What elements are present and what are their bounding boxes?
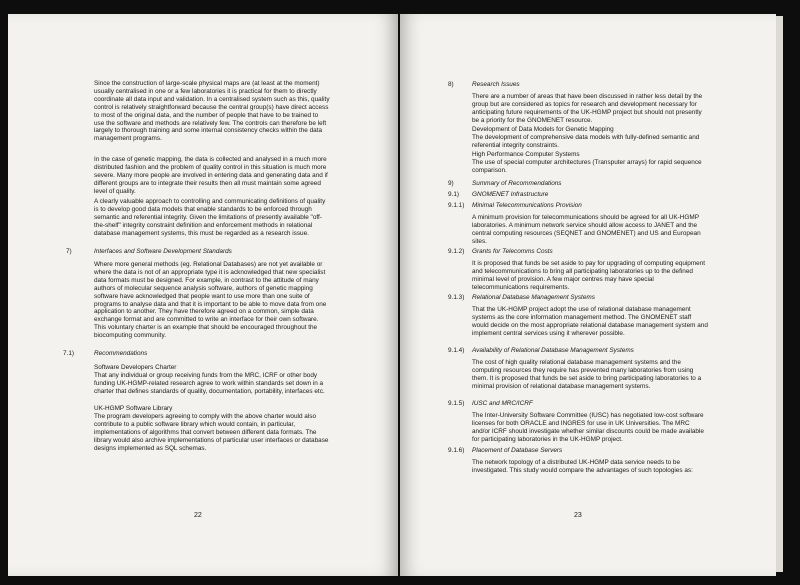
data-models-title: Development of Data Models for Genetic Mapping	[472, 126, 614, 133]
section-9-1-5-number: 9.1.5)	[448, 400, 465, 407]
section-9-1-2-number: 9.1.2)	[448, 248, 465, 255]
section-9-1-6-body: The network topology of a distributed UK-HGMP data service needs to be investigated. This study would compare the advantages of such topologies as:	[472, 459, 693, 474]
section-9-1-2-body: It is proposed that funds be set aside to pay for upgrading of computing equipment and telecommunications to bring all participating laboratories up to the defined minimal level of provision. A few major centres may have special telecommunications requirements.	[472, 260, 706, 291]
section-9-1-2-heading: Grants for Telecomms Costs	[472, 248, 553, 255]
section-7-body: Where more general methods (eg. Relational Databases) are not yet available or where the data is not of an appropriate type it is acknowledged that new specialist data formats must be designed. For example, in contrast to the attitude of many authors of molecular sequence analysis software, authors of genetic mapping software have acknowledged that people want to use more than one suite of programs to analyse data and that it is important to be able to move data from one application to another. They have therefore agreed on a common, simple data exchange format and are committed to write an interface for their own software. This voluntary charter is an example that should be encouraged throughout the biocomputing community.	[94, 261, 327, 340]
section-7-1-number: 7.1)	[63, 350, 75, 357]
section-9-1-4-heading: Availability of Relational Database Management Systems	[472, 347, 634, 354]
section-9-1-6-heading: Placement of Database Servers	[472, 447, 563, 454]
section-9-1-5-heading: IUSC and MRC/ICRF	[472, 400, 533, 407]
section-9-1-1-heading: Minimal Telecommunications Provision	[472, 202, 582, 209]
left-paragraph-2: In the case of genetic mapping, the data is collected and analysed in a much more distributed fashion and the problem of quality control in this situation is much more severe. Many more people are involved in entering data and generating data and if different groups are to integrate their results then all must maintain some agreed level of quality.	[94, 156, 328, 195]
section-9-heading: Summary of Recommendations	[472, 180, 562, 187]
section-8-number: 8)	[448, 81, 454, 88]
hpc-body: The use of special computer architectures (Transputer arrays) for rapid sequence comparison.	[472, 159, 702, 174]
right-page	[400, 14, 776, 576]
data-models-body: The development of comprehensive data models with fully-defined semantic and referential integrity constraints.	[472, 134, 700, 149]
page-number-right: 23	[574, 512, 582, 519]
charter-title: Software Developers Charter	[94, 364, 177, 371]
page-number-left: 22	[194, 512, 202, 519]
section-9-1-3-body: That the UK-HGMP project adopt the use of relational database management systems as the core information management method. The GNOMENET staff would decide on the most appropriate relational database management system and implement central services using it wherever possible.	[472, 306, 708, 337]
section-9-1-heading: GNOMENET Infrastructure	[472, 191, 549, 198]
section-9-1-6-number: 9.1.6)	[448, 447, 465, 454]
left-paragraph-3: A clearly valuable approach to controlling and communicating definitions of quality is to develop good data models that enable standards to be enforced through semantic and referential integrity. Given the limitations of presently available "off-the-shelf" integrity constraint definition and enforcement methods in relational database management systems, this must be regarded as a research issue.	[94, 198, 326, 237]
charter-body: That any individual or group receiving funds from the MRC, ICRF or other body funding UK-HGMP-related research agree to work within standards set down in a charter that defines standards of quality, documentation, portability, interfaces etc.	[94, 372, 325, 395]
section-9-1-number: 9.1)	[448, 191, 460, 198]
section-8-intro: There are a number of areas that have been discussed in rather less detail by the group but are considered as topics for research and development necessary for anticipating future requirements of the UK-HGMP project but should not presently be a priority for the GNOMENET resource.	[472, 93, 703, 124]
section-7-number: 7)	[66, 248, 72, 255]
section-9-1-3-heading: Relational Database Management Systems	[472, 294, 595, 301]
section-9-number: 9)	[448, 180, 454, 187]
section-8-heading: Research Issues	[472, 81, 520, 88]
left-page	[8, 14, 398, 576]
section-9-1-4-number: 9.1.4)	[448, 347, 465, 354]
hpc-title: High Performance Computer Systems	[472, 151, 580, 158]
page-stack-edge	[776, 16, 783, 572]
section-7-heading: Interfaces and Software Development Standards	[94, 248, 232, 255]
section-9-1-1-number: 9.1.1)	[448, 202, 465, 209]
section-9-1-5-body: The Inter-University Software Committee (IUSC) has negotiated low-cost software licenses for both ORACLE and INGRES for use in UK Universities. The MRC and/or ICRF should investigate whether similar discounts could be made available for participating laboratories in the UK-HGMP project.	[472, 412, 704, 443]
library-body: The program developers agreeing to comply with the above charter would also contribute to a public software library which would contain, in particular, implementations of algorithms that convert between different data formats. The library would also archive implementations of particular user interfaces or database designs implemented as SQL schemas.	[94, 413, 329, 452]
library-title: UK-HGMP Software Library	[94, 405, 173, 412]
section-9-1-4-body: The cost of high quality relational database management systems and the computing resources they require has prevented many laboratories from using them. It is proposed that funds be set aside to bring participating laboratories to a minimal provision of relational database management systems.	[472, 359, 702, 390]
left-paragraph-1: Since the construction of large-scale physical maps are (at least at the moment) usually centralised in one or a few laboratories it is practical for them to directly coordinate all data input and validation. In a centralised system such as this, quality control is relatively straightforward because the central group(s) have direct access to most of the original data, and the number of people that have to be trained to use the software and methods are relatively few. The controls can therefore be left largely to thorough training and some internal consistency checks within the data management programs.	[94, 80, 330, 143]
section-7-1-heading: Recommendations	[94, 350, 148, 357]
section-9-1-3-number: 9.1.3)	[448, 294, 465, 301]
section-9-1-1-body: A minimum provision for telecommunications should be agreed for all UK-HGMP laboratories. A minimum network service should allow access to JANET and the central computing resources (SEQNET and GNOMENET) and US and European sites.	[472, 214, 701, 245]
